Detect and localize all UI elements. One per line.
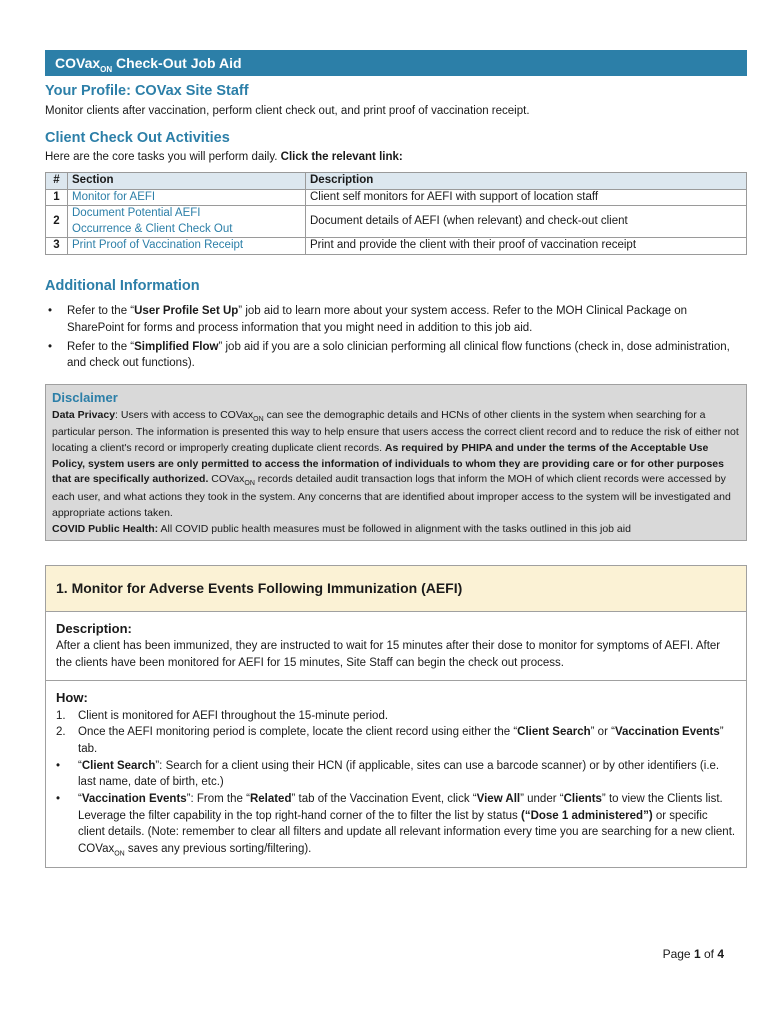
footer-page-word: Page	[662, 947, 694, 961]
s4-b: ”: From the “	[186, 793, 250, 806]
section-1-box	[45, 565, 747, 868]
table-row	[46, 206, 747, 238]
document-page	[45, 50, 747, 868]
s2-b: ” or “	[590, 726, 615, 739]
s4-e: ” to view the Clients list. Leverage the filter capability in the top right-hand corner of the to filter the list by status	[78, 793, 723, 822]
banner-title-a: COVax	[55, 55, 101, 71]
dp-bold: As required by PHIPA and under the terms of the Acceptable Use Policy, system users are only permitted to access the information of individuals to whom they are providing care or for other purposes that are specifically authorized.	[52, 441, 724, 486]
activities-intro-text: Here are the core tasks you will perform daily.	[45, 151, 281, 164]
header-section: Section	[68, 173, 306, 190]
ph-label: COVID Public Health:	[52, 522, 159, 535]
row-num: 1	[46, 189, 68, 206]
list-item	[56, 724, 736, 757]
b1-b: ” job aid to learn more about your system access. Refer to the MOH Clinical Package on SharePoint for forms and process information that you might need in addition to this job aid.	[67, 305, 687, 335]
s4-d: ” under “	[520, 793, 564, 806]
how-box	[46, 681, 746, 868]
footer-of-word: of	[700, 947, 718, 961]
additional-list	[45, 303, 747, 372]
disclaimer-title: Disclaimer	[52, 390, 118, 406]
b2-b: ” job aid if you are a solo clinician performing all clinical flow functions (check in, dose administration, and check out functions).	[67, 340, 730, 370]
s2-c: ” tab.	[78, 726, 724, 755]
table-row	[46, 189, 747, 206]
s4-c: ” tab of the Vaccination Event, click “	[291, 793, 477, 806]
list-item	[45, 303, 747, 336]
additional-heading: Additional Information	[45, 277, 200, 294]
dp-a: : Users with access to COVax	[115, 408, 254, 421]
row-description: Client self monitors for AEFI with support of location staff	[306, 189, 747, 206]
public-health-paragraph	[52, 522, 740, 538]
link-print-proof[interactable]: Print Proof of Vaccination Receipt	[72, 239, 244, 252]
how-label: How:	[56, 689, 88, 705]
s4-a: “	[78, 793, 82, 806]
link-document-aefi[interactable]	[72, 207, 232, 235]
s4-bold5: (“Dose 1 administered”)	[521, 809, 653, 822]
link-monitor-aefi[interactable]: Monitor for AEFI	[72, 190, 156, 203]
s4-g: saves any previous sorting/filtering).	[124, 843, 312, 856]
activities-intro	[45, 149, 747, 166]
dp-sub: ON	[253, 415, 264, 423]
dp-d: records detailed audit transaction logs that inform the MOH of which client records were accessed by each user, and what actions they took in the system. Any concerns that are identified about improper access to the system will be investigated and appropriate actions taken.	[52, 473, 731, 519]
activities-heading: Client Check Out Activities	[45, 129, 230, 146]
s4-bold3: View All	[476, 793, 521, 806]
b1-a: Refer to the “	[67, 305, 135, 318]
step-marker: 1.	[56, 709, 66, 722]
s4-bold1: Vaccination Events	[81, 793, 187, 806]
section-1-heading: 1. Monitor for Adverse Events Following Immunization (AEFI)	[46, 566, 746, 611]
data-privacy-paragraph	[52, 408, 740, 522]
core-tasks-table	[45, 172, 747, 255]
s4-sub: ON	[114, 850, 125, 858]
row-description: Print and provide the client with their proof of vaccination receipt	[306, 238, 747, 255]
list-item	[45, 339, 747, 372]
row-description: Document details of AEFI (when relevant) and check-out client	[306, 206, 747, 238]
link-document-aefi-line2: Occurrence & Client Check Out	[72, 222, 233, 235]
banner-title-b: Check-Out Job Aid	[112, 55, 242, 71]
profile-heading: Your Profile: COVax Site Staff	[45, 83, 249, 99]
description-box	[46, 612, 746, 681]
disclaimer-box	[45, 384, 747, 541]
s4-f: or specific client details. (Note: remember to clear all filters and update all relevant information every time you are searching for a new client. COVax	[78, 809, 736, 856]
table-header-row	[46, 173, 747, 190]
dp-c: COVax	[208, 473, 245, 486]
title-banner	[45, 50, 747, 76]
bullet-marker: •	[56, 793, 61, 806]
dp-b: can see the demographic details and HCNs of other clients in the system when searching for a particular person. The information is presented this way to help ensure that users access the correct client record and to reduce the risk of either not locating a client's record or improperly creating duplicate client records.	[52, 408, 739, 454]
bullet-marker: •	[56, 759, 61, 772]
list-item	[56, 758, 736, 791]
b2-a: Refer to the “	[67, 340, 135, 353]
banner-title-sub: ON	[100, 64, 113, 74]
footer-total: 4	[717, 947, 724, 961]
how-steps	[56, 708, 736, 860]
dp-label: Data Privacy	[52, 408, 116, 421]
description-text: After a client has been immunized, they are instructed to wait for 15 minutes after their dose to monitor for symptoms of AEFI. After the clients have been monitored for AEFI for 15 minutes, Site Staff can begin the check out process.	[56, 640, 721, 670]
profile-text: Monitor clients after vaccination, perform client check out, and print proof of vaccination receipt.	[45, 104, 530, 117]
s3-b: ”: Search for a client using their HCN (if applicable, sites can use a barcode scanner) or by other identifiers (i.e. last name, date of birth, etc.)	[78, 759, 720, 789]
activities-intro-bold: Click the relevant link:	[280, 151, 403, 164]
step-marker: 2.	[56, 726, 66, 739]
list-item	[56, 708, 736, 725]
row-num: 3	[46, 238, 68, 255]
s4-bold4: Clients	[563, 793, 602, 806]
s2-a: Once the AEFI monitoring period is complete, locate the client record using either the “	[78, 726, 518, 739]
footer-page-num: 1	[693, 947, 701, 961]
header-num: #	[46, 173, 68, 190]
header-description: Description	[306, 173, 747, 190]
b2-bold: Simplified Flow	[134, 340, 219, 353]
description-label: Description:	[56, 620, 132, 636]
row-num: 2	[46, 206, 68, 238]
ph-text: All COVID public health measures must be followed in alignment with the tasks outlined in this job aid	[158, 522, 631, 535]
s2-bold1: Client Search	[517, 726, 591, 739]
s4-bold2: Related	[249, 793, 292, 806]
s3-bold: Client Search	[81, 759, 156, 772]
list-item	[56, 791, 736, 859]
link-document-aefi-line1: Document Potential AEFI	[72, 207, 201, 220]
table-row	[46, 238, 747, 255]
dp-sub2: ON	[244, 480, 255, 488]
s3-a: “	[78, 759, 82, 772]
page-footer	[663, 946, 724, 963]
s2-bold2: Vaccination Events	[614, 726, 720, 739]
b1-bold: User Profile Set Up	[134, 305, 239, 318]
step-1-text: Client is monitored for AEFI throughout the 15-minute period.	[78, 709, 389, 722]
